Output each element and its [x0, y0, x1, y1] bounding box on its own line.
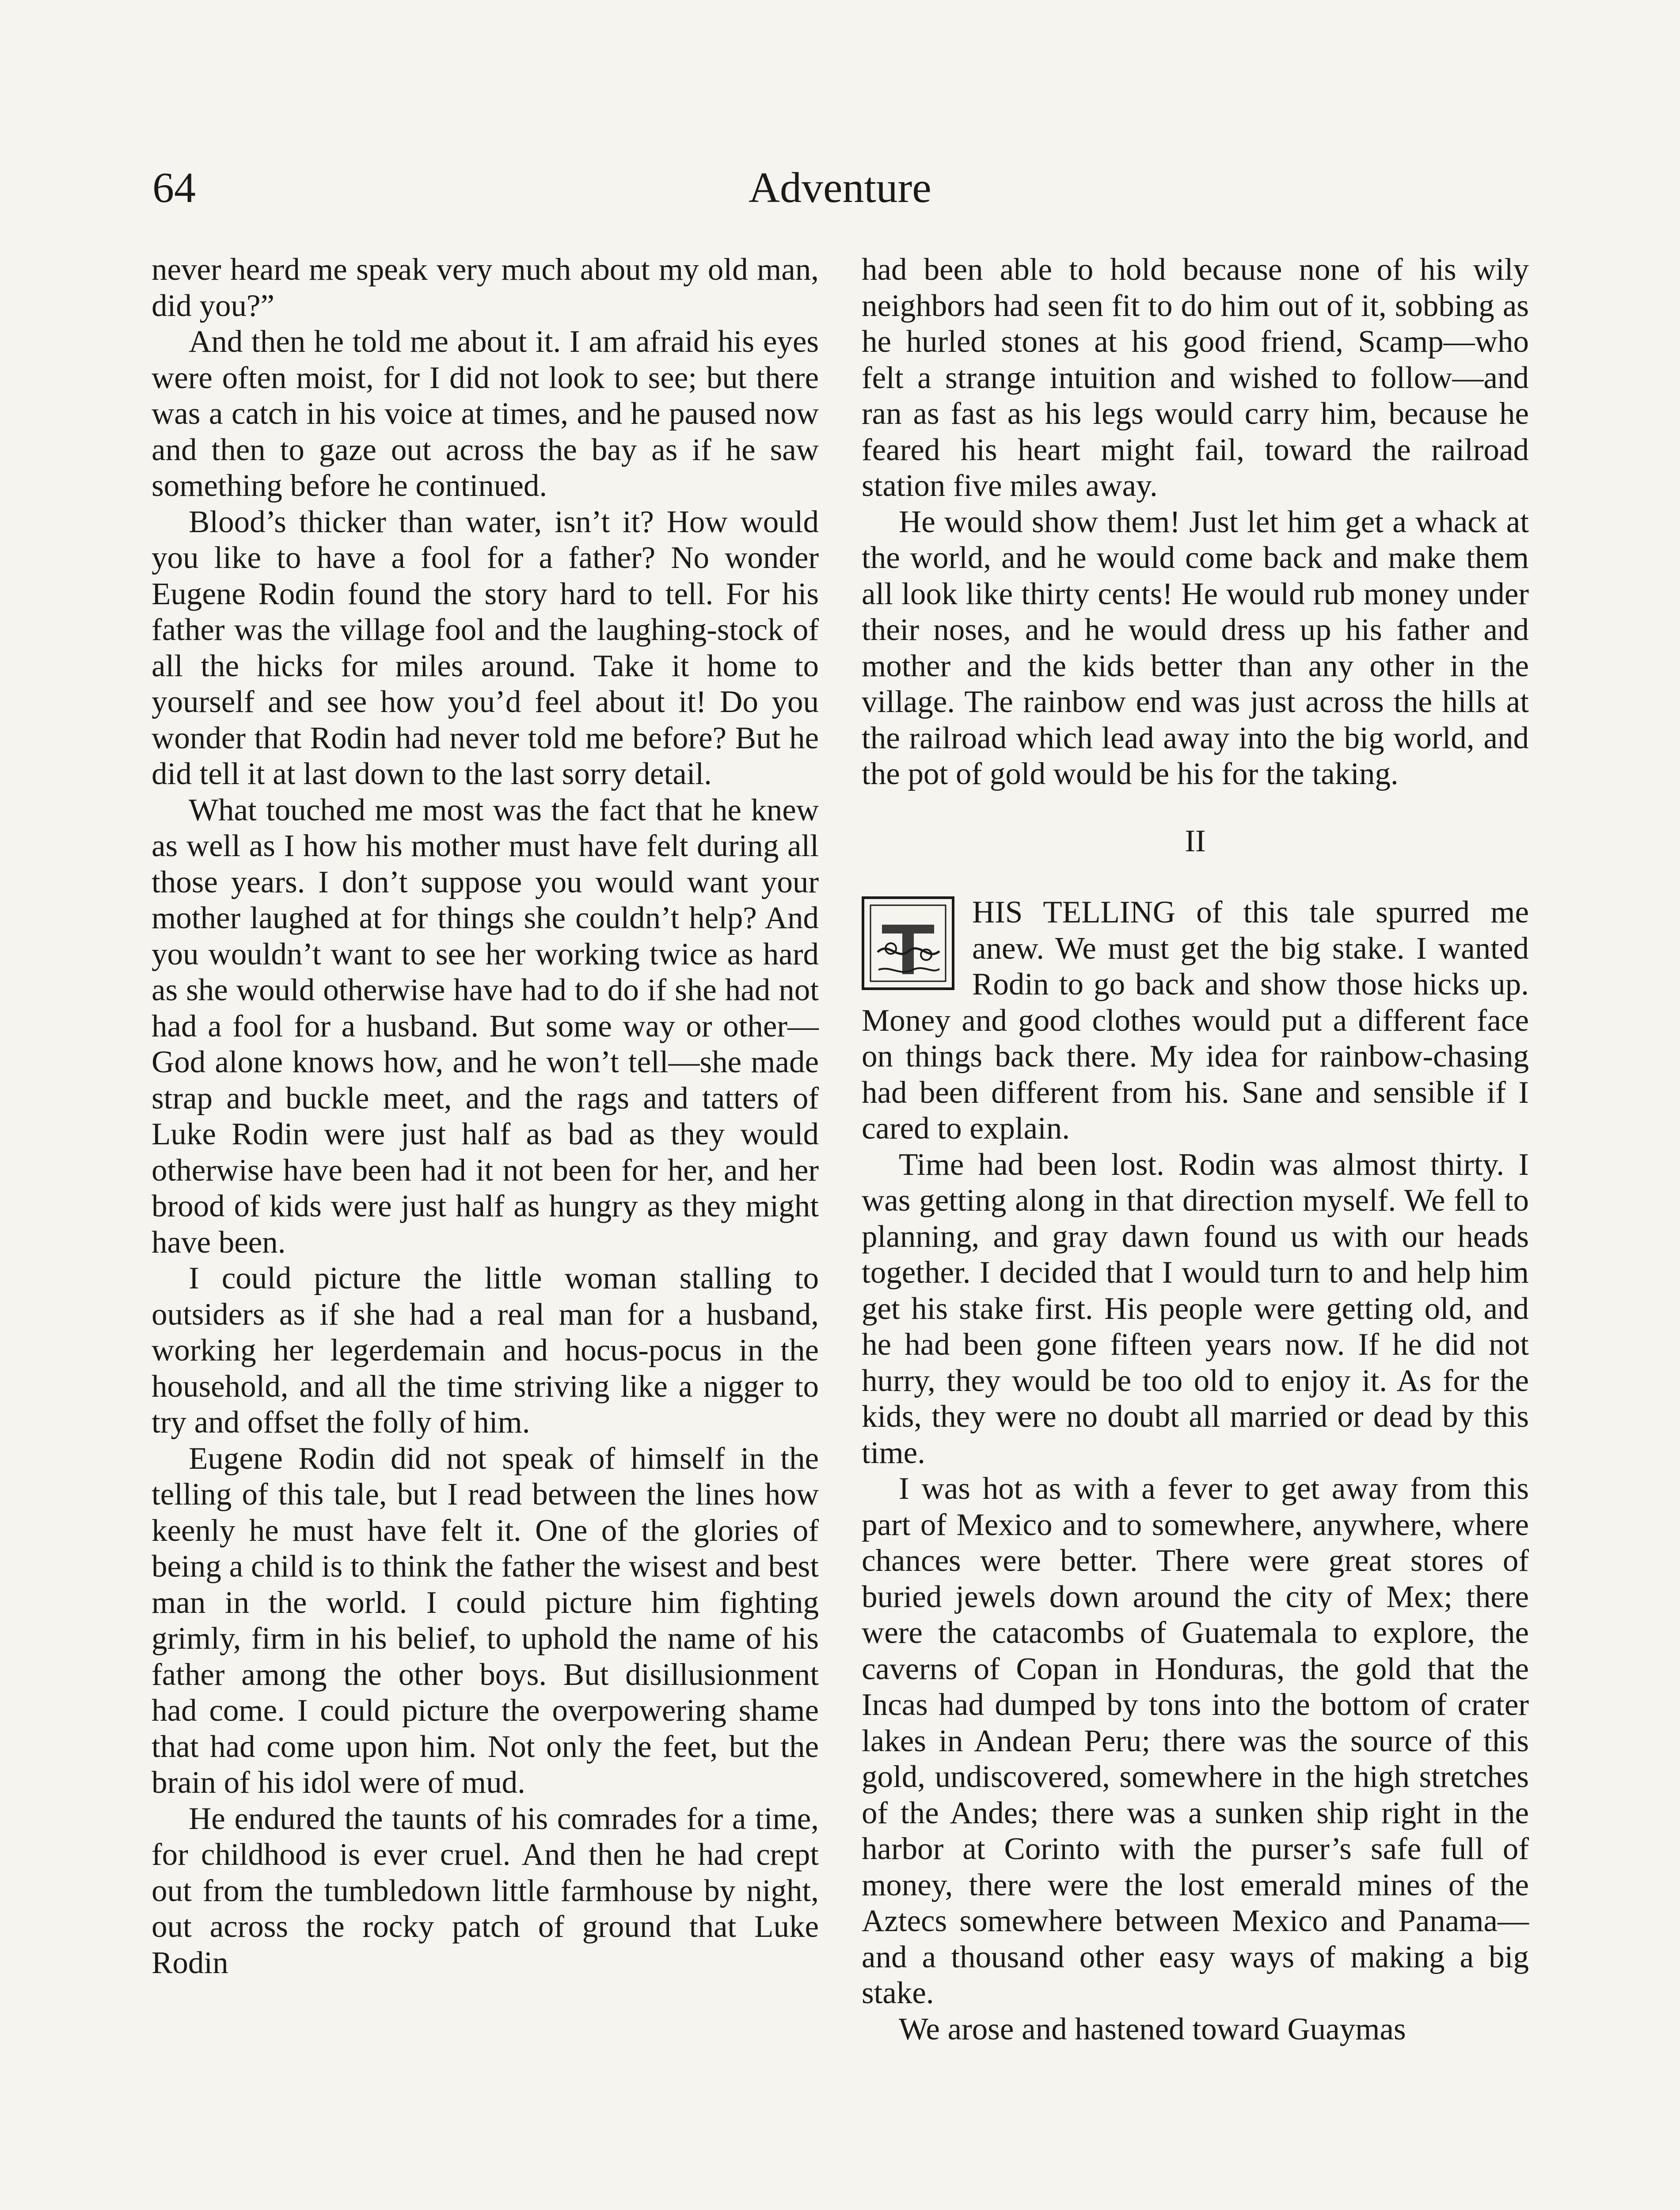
paragraph: Blood’s thicker than water, isn’t it? How would you like to have a fool for a father? No wonder Eugene Rodin found the story hard to tell. For his father was the village fool and the laughing-stock of all the hicks for miles around. Take it home to yourself and see how you’d feel about it! Do you wonder that Rodin had never told me before? But he did tell it at last down to the last sorry detail.	[152, 504, 819, 791]
ornament-icon	[864, 899, 952, 987]
section-heading: II	[1185, 823, 1206, 858]
paragraph: What touched me most was the fact that he knew as well as I how his mother must have felt during all those years. I don’t suppose you would want your mother laughed at for things she couldn’t help? And you wouldn’t want to see her working twice as hard as she would otherwise have had to do if she had not had a fool for a husband. But some way or other—God alone knows how, and he won’t tell—she made strap and buckle meet, and the rags and tatters of Luke Rodin were just half as bad as they would otherwise have been had it not been for her, and her brood of kids were just half as hungry as they might have been.	[152, 793, 819, 1260]
paragraph: And then he told me about it. I am afraid his eyes were often moist, for I did not look to see; but there was a catch in his voice at times, and he paused now and then to gaze out across the bay as if he saw something before he continued.	[152, 324, 819, 503]
paragraph: never heard me speak very much about my old man, did you?”	[152, 252, 819, 323]
section-opening-paragraph: HIS TELLING of this tale spurred me anew. We must get the big stake. I wanted Rodin to go back and show those hicks up. Money and good clothes would put a different face on things back there. My idea for rainbow-chasing had been different from his. Sane and sensible if I cared to explain.	[862, 895, 1529, 1146]
paragraph: I was hot as with a fever to get away from this part of Mexico and to somewhere, anywhere, where chances were better. There were great stores of buried jewels down around the city of Mex; there were the catacombs of Guatemala to explore, the caverns of Copan in Honduras, the gold that the Incas had dumped by tons into the bottom of crater lakes in Andean Peru; there was the source of this gold, undiscovered, somewhere in the high stretches of the Andes; there was a sunken ship right in the harbor at Corinto with the purser’s safe full of money, there were the lost emerald mines of the Aztecs somewhere between Mexico and Panama—and a thousand other easy ways of making a big stake.	[862, 1471, 1529, 2010]
paragraph: had been able to hold because none of his wily neighbors had seen fit to do him out of it, sobbing as he hurled stones at his good friend, Scamp—who felt a strange intuition and wished to follow—and ran as fast as his legs would carry him, because he feared his heart might fail, toward the railroad station five miles away.	[862, 252, 1529, 503]
paragraph: He would show them! Just let him get a whack at the world, and he would come back and make them all look like thirty cents! He would rub money under their noses, and he would dress up his father and mother and the kids better than any other in the village. The rainbow end was just across the hills at the railroad which lead away into the big world, and the pot of gold would be his for the taking.	[862, 504, 1529, 791]
page-header	[152, 157, 1528, 219]
paragraph: Time had been lost. Rodin was almost thirty. I was getting along in that direction myself. We fell to planning, and gray dawn found us with our heads together. I decided that I would turn to and help him get his stake first. His people were getting old, and he had been gone fifteen years now. If he did not hurry, they would be too old to enjoy it. As for the kids, they were no doubt all married or dead by this time.	[862, 1147, 1529, 1470]
left-column	[152, 252, 819, 1981]
paragraph: I could picture the little woman stalling to outsiders as if she had a real man for a husband, working her legerdemain and hocus-pocus in the household, and all the time striving like a nigger to try and offset the folly of him.	[152, 1261, 819, 1440]
page-number: 64	[152, 164, 196, 212]
paragraph: He endured the taunts of his comrades for a time, for childhood is ever cruel. And then he had crept out from the tumbledown little farmhouse by night, out across the rocky patch of ground that Luke Rodin	[152, 1801, 819, 1980]
running-title: Adventure	[749, 164, 931, 212]
right-column	[862, 252, 1529, 2047]
paragraph: Eugene Rodin did not speak of himself in the telling of this tale, but I read between the lines how keenly he must have felt it. One of the glories of being a child is to think the father the wisest and best man in the world. I could picture him fighting grimly, firm in his belief, to uphold the name of his father among the other boys. But disillusionment had come. I could picture the overpowering shame that had come upon him. Not only the feet, but the brain of his idol were of mud.	[152, 1441, 819, 1800]
decorative-dropcap-t	[862, 896, 954, 990]
paragraph: We arose and hastened toward Guaymas	[899, 2012, 1406, 2046]
